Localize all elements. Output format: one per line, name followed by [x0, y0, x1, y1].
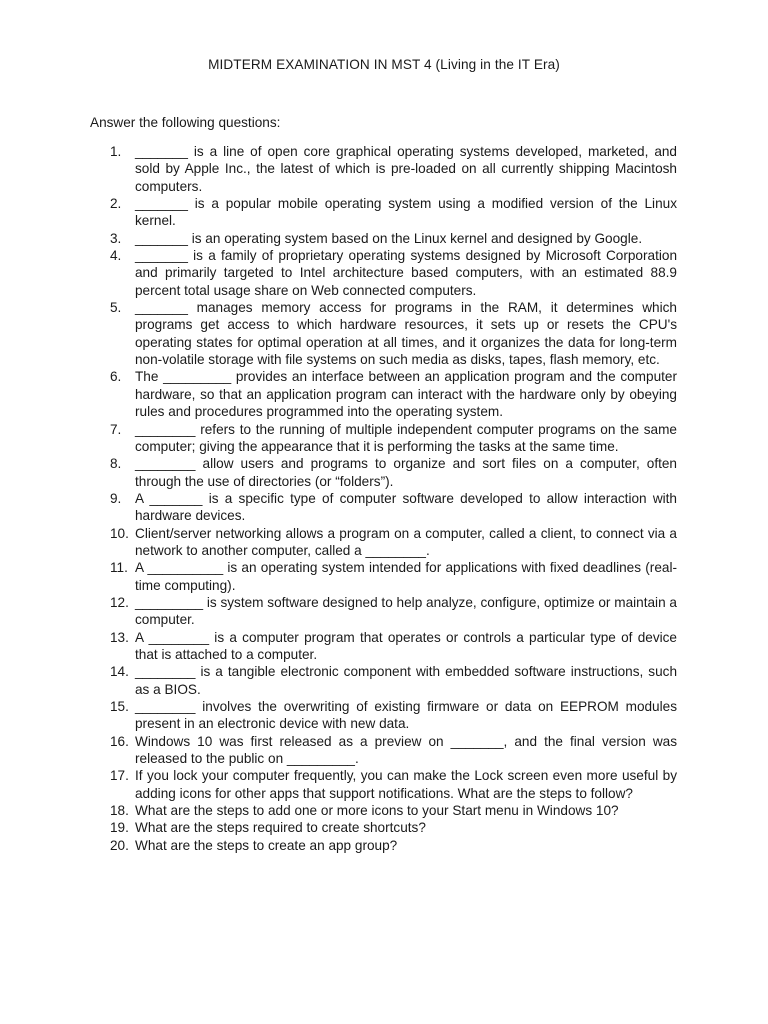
page-title: MIDTERM EXAMINATION IN MST 4 (Living in the IT Era) — [208, 57, 560, 72]
question-number: 7. — [110, 421, 122, 437]
question-item — [90, 802, 677, 819]
question-item — [90, 230, 677, 247]
question-text: What are the steps required to create shortcuts? — [135, 820, 426, 836]
question-number: 15. — [110, 699, 129, 714]
question-number: 6. — [110, 369, 122, 385]
question-item — [90, 143, 677, 195]
question-number: 1. — [110, 144, 122, 159]
question-item — [90, 195, 677, 230]
question-number: 17. — [110, 768, 129, 784]
question-item — [90, 299, 677, 368]
question-text: _______ is an operating system based on the Linux kernel and designed by Google. — [135, 230, 643, 246]
question-number: 2. — [110, 196, 122, 212]
question-text: ________ involves the overwriting of existing firmware or data on EEPROM modules present in an electronic device with new data. — [135, 699, 677, 732]
question-number: 3. — [110, 230, 122, 246]
question-item — [90, 837, 677, 854]
instructions: Answer the following questions: — [90, 115, 281, 130]
question-text: What are the steps to add one or more icons to your Start menu in Windows 10? — [135, 803, 619, 819]
question-number: 11. — [110, 560, 128, 576]
question-text: _______ manages memory access for programs in the RAM, it determines which programs get access to which hardware resources, it sets up or resets the CPU's operating states for optimal operation at all times, and it organizes the data for long-term non-volatile storage with file systems on such media as disks, tapes, flash memory, etc. — [135, 300, 677, 368]
question-number: 14. — [110, 664, 129, 680]
question-list — [90, 143, 677, 854]
question-text: What are the steps to create an app group? — [135, 837, 398, 853]
question-text: Windows 10 was first released as a preview on _______, and the final version was released to the public on _________. — [135, 733, 677, 767]
question-item — [90, 368, 677, 420]
question-item — [90, 629, 677, 664]
question-number: 12. — [110, 594, 129, 610]
question-item — [90, 525, 677, 560]
question-number: 16. — [110, 733, 129, 749]
question-text: _______ is a family of proprietary operating systems designed by Microsoft Corporation and primarily targeted to Intel architecture based computers, with an estimated 88.9 percent total usage share on Web connected computers. — [135, 248, 677, 298]
question-number: 19. — [110, 820, 129, 836]
question-text: If you lock your computer frequently, you can make the Lock screen even more useful by adding icons for other apps that support notifications. What are the steps to follow? — [135, 768, 677, 801]
question-text: A _______ is a specific type of computer software developed to allow interaction with hardware devices. — [135, 490, 677, 524]
question-item — [90, 698, 677, 733]
question-item — [90, 421, 677, 456]
question-text: Client/server networking allows a program on a computer, called a client, to connect via a network to another computer, called a ________. — [135, 525, 677, 558]
question-text: _________ is system software designed to help analyze, configure, optimize or maintain a computer. — [135, 594, 677, 628]
question-item — [90, 663, 677, 698]
question-number: 9. — [110, 490, 122, 506]
question-text: _______ is a popular mobile operating system using a modified version of the Linux kernel. — [135, 196, 677, 229]
question-text: ________ refers to the running of multiple independent computer programs on the same computer; giving the appearance that it is performing the tasks at the same time. — [135, 421, 677, 454]
question-number: 10. — [110, 525, 129, 541]
question-number: 13. — [110, 629, 129, 645]
question-item — [90, 594, 677, 629]
question-item — [90, 819, 677, 836]
question-number: 5. — [110, 300, 122, 316]
question-text: ________ is a tangible electronic component with embedded software instructions, such as a BIOS. — [135, 664, 677, 697]
question-number: 18. — [110, 803, 129, 819]
question-item — [90, 247, 677, 299]
question-text: A __________ is an operating system intended for applications with fixed deadlines (real-time computing). — [135, 560, 677, 593]
question-item — [90, 559, 677, 594]
question-item — [90, 490, 677, 525]
question-item — [90, 455, 677, 490]
question-text: _______ is a line of open core graphical operating systems developed, marketed, and sold by Apple Inc., the latest of which is pre-loaded on all currently shipping Macintosh computers. — [135, 144, 677, 194]
question-number: 20. — [110, 837, 129, 853]
question-item — [90, 733, 677, 768]
question-text: ________ allow users and programs to organize and sort files on a computer, often through the use of directories (or “folders”). — [135, 456, 677, 489]
question-item — [90, 767, 677, 802]
question-number: 4. — [110, 248, 122, 264]
question-text: A ________ is a computer program that operates or controls a particular type of device that is attached to a computer. — [135, 629, 677, 662]
question-text: The _________ provides an interface between an application program and the computer hardware, so that an application program can interact with the hardware only by obeying rules and procedures programmed into the operating system. — [135, 369, 677, 420]
question-number: 8. — [110, 456, 122, 472]
